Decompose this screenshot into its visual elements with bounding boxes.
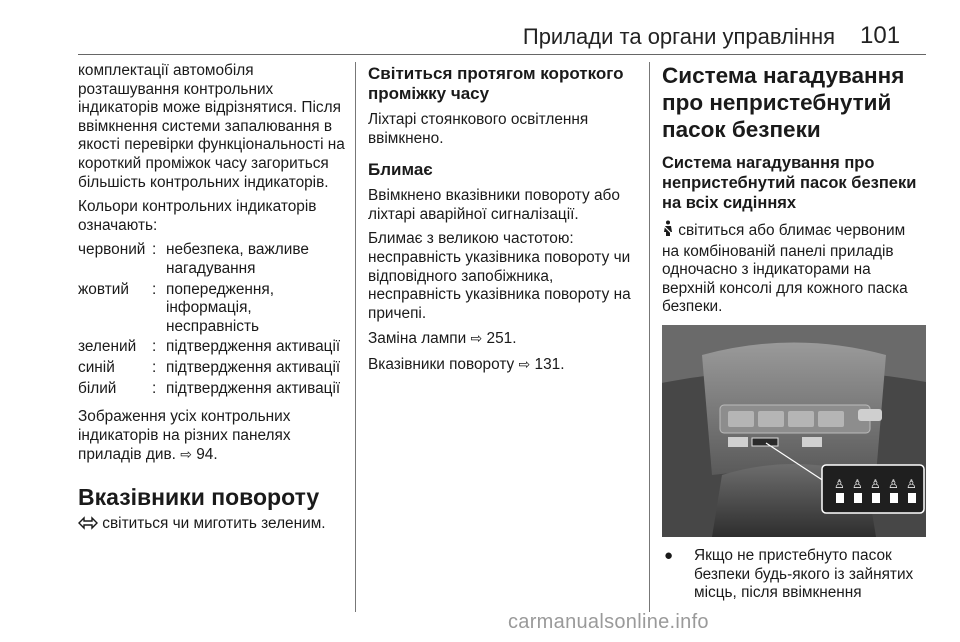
column-3 (662, 62, 926, 609)
list-item (662, 547, 926, 609)
table-row (78, 359, 346, 380)
heading-short-time: Світиться протягом короткого проміжку часу (368, 64, 624, 103)
header-rule (78, 54, 926, 55)
table-cell-sep: : (152, 338, 157, 356)
table-cell-name: зелений (78, 338, 137, 356)
all-indicators-paragraph: Зображення усіх контрольних індикаторів на різних панелях приладів див. ⇨ 94. (78, 408, 291, 464)
parking-lights-paragraph: Ліхтарі стоянкового освітлення ввімкнено. (368, 111, 589, 147)
turn-signal-icon (78, 516, 98, 536)
footer-watermark: carmanualsonline.info (508, 611, 709, 633)
page-header-title: Прилади та органи управління (522, 24, 835, 49)
table-cell-name: білий (78, 379, 117, 397)
xref-94[interactable]: 94. (196, 446, 218, 464)
column-divider-1 (355, 62, 356, 612)
svg-text:♙: ♙ (906, 476, 917, 491)
table-cell-name: синій (78, 358, 115, 376)
xref-251[interactable]: 251. (486, 330, 517, 348)
svg-text:♙: ♙ (870, 476, 881, 491)
seatbelt-paragraph: світиться або блимає червоним на комбінованій панелі приладів одночасно з індикаторами на верхній консолі для кожного паска безпеки. (662, 222, 908, 316)
table-row (78, 241, 346, 280)
arrow-right-xref-icon: ⇨ (518, 355, 531, 372)
table-row (78, 380, 346, 401)
turn-signal-paragraph: світиться чи миготить зеленим. (78, 515, 346, 536)
bullet-text: Якщо не пристебнуто пасок безпеки будь-якого із зайнятих місць, після ввімкнення (694, 546, 914, 602)
svg-text:♙: ♙ (852, 476, 863, 491)
column-1 (78, 62, 346, 541)
color-meaning-table (78, 241, 346, 400)
arrow-right-xref-icon: ⇨ (470, 330, 483, 347)
heading-flashing: Блимає (368, 160, 433, 180)
arrow-right-xref-icon: ⇨ (180, 446, 192, 463)
fast-flashing-paragraph: Блимає з великою частотою: несправність указівника повороту чи відповідного запобіжника, несправність указівника повороту на причепі. (368, 230, 631, 322)
table-cell-sep: : (152, 358, 157, 376)
table-cell-name: жовтий (78, 280, 129, 298)
table-cell-sep: : (152, 241, 157, 259)
flashing-paragraph: Ввімкнено вказівники повороту або ліхтарі аварійної сигналізації. (368, 187, 620, 223)
table-cell-meaning: попередження, інформація, несправність (166, 280, 275, 335)
table-cell-sep: : (152, 379, 157, 397)
svg-text:♙: ♙ (888, 476, 899, 491)
page-number: 101 (860, 22, 901, 49)
table-row (78, 281, 346, 339)
lamp-replacement-ref: Заміна лампи ⇨ 251. (368, 330, 517, 348)
turn-signals-ref: Вказівники повороту ⇨ 131. (368, 355, 565, 373)
table-cell-meaning: підтвердження активації (166, 338, 341, 356)
xref-131[interactable]: 131. (534, 355, 565, 373)
section-heading-turn-signals: Вказівники повороту (78, 483, 320, 510)
heading-all-seats-reminder: Система нагадування про непристебнутий пасок безпеки на всіх сидіннях (662, 154, 917, 212)
table-cell-name: червоний (78, 241, 146, 259)
overhead-console-illustration (662, 325, 926, 537)
column-divider-2 (649, 62, 650, 612)
svg-text:♙: ♙ (834, 476, 845, 491)
table-cell-sep: : (152, 280, 157, 298)
seatbelt-icon (662, 220, 674, 243)
section-heading-seatbelt-reminder: Система нагадування про непристебнутий пасок безпеки (662, 63, 905, 142)
bullet-icon: ● (664, 546, 674, 564)
table-cell-meaning: підтвердження активації (166, 379, 341, 397)
intro-paragraph: комплектації автомобіля розташування контрольних індикаторів може відрізнятися. Після ввімкнення системи запалювання в якості перевірки функціональності на короткий проміжок часу загориться більшість контрольних індикаторів. (78, 62, 345, 191)
table-row (78, 338, 346, 359)
table-cell-meaning: підтвердження активації (166, 358, 341, 376)
column-2 (368, 62, 638, 381)
table-cell-meaning: небезпека, важливе нагадування (166, 241, 309, 277)
colors-intro: Кольори контрольних індикаторів означають: (78, 198, 317, 234)
